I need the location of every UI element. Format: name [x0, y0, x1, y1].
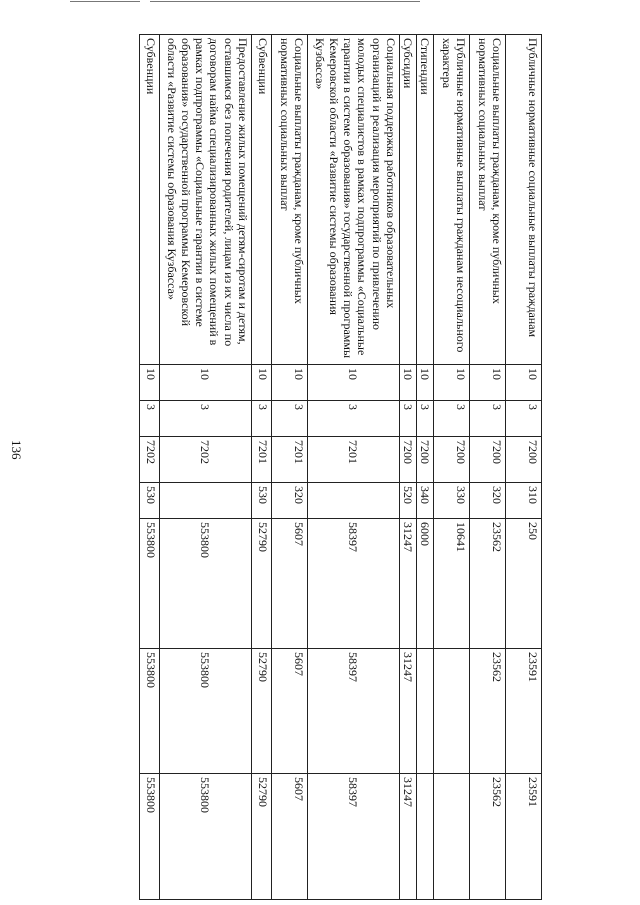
rotated-page — [42, 34, 542, 899]
amount-year-2: 23591 — [506, 649, 542, 774]
subsection-code: 3 — [139, 401, 159, 437]
section-code: 10 — [139, 365, 159, 401]
target-code: 7201 — [307, 437, 399, 483]
target-code: 7201 — [251, 437, 271, 483]
expense-type-code — [307, 483, 399, 519]
table-row — [399, 35, 416, 900]
section-code: 10 — [399, 365, 416, 401]
subsection-code: 3 — [399, 401, 416, 437]
row-name: Социальные выплаты гражданам, кроме публичных нормативных социальных выплат — [470, 35, 506, 365]
expense-type-code: 520 — [399, 483, 416, 519]
subsection-code: 3 — [271, 401, 307, 437]
subsection-code: 3 — [159, 401, 251, 437]
amount-year-1: 5607 — [271, 519, 307, 649]
row-name: Социальные выплаты гражданам, кроме публичных нормативных социальных выплат — [271, 35, 307, 365]
expense-type-code: 330 — [434, 483, 470, 519]
amount-year-2: 553800 — [159, 649, 251, 774]
amount-year-2 — [434, 649, 470, 774]
row-name: Предоставление жилых помещений детям-сиротам и детям, оставшимся без попечения родителей, лицам из их числа по договорам найма специализированных жилых помещений в рамках подпрограммы «Социальные гарантии в системе образования» государственной программы Кемеровской области «Развитие системы образования Кузбасса» — [159, 35, 251, 365]
target-code: 7200 — [470, 437, 506, 483]
amount-year-1: 58397 — [307, 519, 399, 649]
amount-year-2: 5607 — [271, 649, 307, 774]
section-code: 10 — [470, 365, 506, 401]
section-code: 10 — [434, 365, 470, 401]
expense-type-code: 530 — [139, 483, 159, 519]
table-row — [159, 35, 251, 900]
subsection-code: 3 — [251, 401, 271, 437]
expense-type-code: 530 — [251, 483, 271, 519]
amount-year-3: 553800 — [159, 774, 251, 900]
table-row — [416, 35, 433, 900]
amount-year-1: 553800 — [139, 519, 159, 649]
table-row — [139, 35, 159, 900]
amount-year-3: 52790 — [251, 774, 271, 900]
target-code: 7200 — [399, 437, 416, 483]
target-code: 7202 — [139, 437, 159, 483]
row-name: Стипендии — [416, 35, 433, 365]
amount-year-3: 553800 — [139, 774, 159, 900]
amount-year-1: 31247 — [399, 519, 416, 649]
target-code: 7202 — [159, 437, 251, 483]
amount-year-3: 58397 — [307, 774, 399, 900]
target-code: 7200 — [416, 437, 433, 483]
expense-type-code: 310 — [506, 483, 542, 519]
row-name: Публичные нормативные выплаты гражданам несоциального характера — [434, 35, 470, 365]
page-number: 136 — [9, 440, 24, 460]
subsection-code: 3 — [506, 401, 542, 437]
section-code: 10 — [506, 365, 542, 401]
expense-type-code: 320 — [470, 483, 506, 519]
subsection-code: 3 — [307, 401, 399, 437]
table-row — [251, 35, 271, 900]
row-name: Публичные нормативные социальные выплаты гражданам — [506, 35, 542, 365]
subsection-code: 3 — [470, 401, 506, 437]
table-row — [307, 35, 399, 900]
section-code: 10 — [251, 365, 271, 401]
scan-mark — [70, 1, 140, 2]
section-code: 10 — [159, 365, 251, 401]
amount-year-3: 31247 — [399, 774, 416, 900]
section-code: 10 — [307, 365, 399, 401]
table-row — [506, 35, 542, 900]
scan-mark — [150, 1, 420, 2]
amount-year-2: 553800 — [139, 649, 159, 774]
section-code: 10 — [416, 365, 433, 401]
amount-year-3: 23562 — [470, 774, 506, 900]
amount-year-2: 52790 — [251, 649, 271, 774]
amount-year-1: 6000 — [416, 519, 433, 649]
target-code: 7201 — [271, 437, 307, 483]
row-name: Социальная поддержка работников образовательных организаций и реализация мероприятий по привлечению молодых специалистов в рамках подпрограммы «Социальные гарантии в системе образования» государственной программы Кемеровской области «Развитие системы образования Кузбасса» — [307, 35, 399, 365]
amount-year-2: 23562 — [470, 649, 506, 774]
table-row — [271, 35, 307, 900]
amount-year-2: 58397 — [307, 649, 399, 774]
amount-year-1: 250 — [506, 519, 542, 649]
table-row — [434, 35, 470, 900]
subsection-code: 3 — [434, 401, 470, 437]
budget-table — [139, 34, 542, 900]
section-code: 10 — [271, 365, 307, 401]
row-name: Субвенции — [139, 35, 159, 365]
target-code: 7200 — [434, 437, 470, 483]
amount-year-1: 553800 — [159, 519, 251, 649]
target-code: 7200 — [506, 437, 542, 483]
amount-year-1: 23562 — [470, 519, 506, 649]
row-name: Субсидии — [399, 35, 416, 365]
amount-year-3 — [434, 774, 470, 900]
expense-type-code — [159, 483, 251, 519]
amount-year-1: 52790 — [251, 519, 271, 649]
expense-type-code: 340 — [416, 483, 433, 519]
table-row — [470, 35, 506, 900]
amount-year-3: 23591 — [506, 774, 542, 900]
amount-year-1: 10641 — [434, 519, 470, 649]
amount-year-3: 5607 — [271, 774, 307, 900]
subsection-code: 3 — [416, 401, 433, 437]
row-name: Субвенции — [251, 35, 271, 365]
amount-year-2: 31247 — [399, 649, 416, 774]
amount-year-3 — [416, 774, 433, 900]
amount-year-2 — [416, 649, 433, 774]
expense-type-code: 320 — [271, 483, 307, 519]
